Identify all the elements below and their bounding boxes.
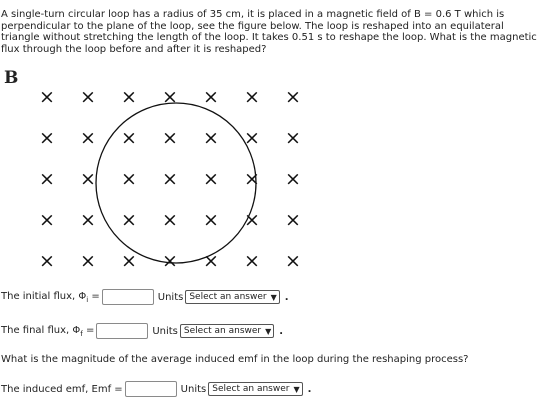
field-cross-mark: × <box>80 86 96 108</box>
field-cross-mark: × <box>203 250 219 272</box>
field-cross-mark: × <box>203 168 219 190</box>
field-cross-mark: × <box>162 250 178 272</box>
field-cross-mark: × <box>121 127 137 149</box>
field-cross-mark: × <box>121 250 137 272</box>
field-cross-mark: × <box>285 168 301 190</box>
field-cross-mark: × <box>285 127 301 149</box>
field-cross-mark: × <box>39 127 55 149</box>
induced-emf-row <box>1 378 311 400</box>
initial-flux-units-label: Units <box>157 291 184 303</box>
final-flux-input[interactable] <box>96 323 148 339</box>
field-cross-mark: × <box>244 168 260 190</box>
field-cross-mark: × <box>285 209 301 231</box>
final-flux-row <box>1 320 283 342</box>
field-cross-mark: × <box>121 168 137 190</box>
field-into-page-marks <box>39 86 301 272</box>
field-cross-mark: × <box>244 209 260 231</box>
final-flux-units-label: Units <box>152 325 178 337</box>
period: . <box>307 383 312 395</box>
field-cross-mark: × <box>80 127 96 149</box>
field-cross-mark: × <box>285 250 301 272</box>
field-cross-mark: × <box>162 209 178 231</box>
field-cross-mark: × <box>121 86 137 108</box>
field-cross-mark: × <box>203 209 219 231</box>
field-cross-mark: × <box>39 250 55 272</box>
induced-emf-units-select[interactable]: Select an answer ▼ <box>208 382 302 396</box>
induced-emf-units-label: Units <box>180 383 207 395</box>
initial-flux-units-select[interactable]: Select an answer ▼ <box>185 290 279 304</box>
final-flux-units-select[interactable]: Select an answer ▼ <box>180 324 274 338</box>
period: . <box>279 325 284 337</box>
field-cross-mark: × <box>203 127 219 149</box>
problem-statement: A single-turn circular loop has a radius of 35 cm, it is placed in a magnetic field of B = 0.6 T which is perpendicular to the plane of the loop, see the figure below. The loop is reshaped into an equilateral triangle without stretching the length of the loop. It takes 0.51 s to reshape the loop. What is the magnetic flux through the loop before and after it is reshaped? <box>1 9 537 55</box>
field-cross-mark: × <box>80 209 96 231</box>
field-cross-mark: × <box>244 250 260 272</box>
field-cross-mark: × <box>80 250 96 272</box>
field-cross-mark: × <box>203 86 219 108</box>
chevron-down-icon: ▼ <box>270 292 277 302</box>
field-cross-mark: × <box>244 86 260 108</box>
period: . <box>284 291 289 303</box>
field-cross-mark: × <box>162 127 178 149</box>
field-cross-mark: × <box>80 168 96 190</box>
field-cross-mark: × <box>285 86 301 108</box>
field-cross-mark: × <box>121 209 137 231</box>
initial-flux-row <box>1 286 289 308</box>
chevron-down-icon: ▼ <box>293 384 300 394</box>
induced-emf-label: The induced emf, Emf = <box>1 383 123 395</box>
initial-flux-input[interactable] <box>102 289 154 305</box>
emf-question: What is the magnitude of the average induced emf in the loop during the reshaping process? <box>1 354 469 365</box>
field-cross-mark: × <box>162 168 178 190</box>
induced-emf-input[interactable] <box>125 381 177 397</box>
magnetic-field-figure <box>2 72 302 272</box>
initial-flux-label: The initial flux, $\Phi_i$ = <box>1 290 100 304</box>
field-cross-mark: × <box>39 168 55 190</box>
final-flux-label: The final flux, $\Phi_f$ = <box>1 324 95 338</box>
field-cross-mark: × <box>39 209 55 231</box>
field-label: B <box>4 68 19 88</box>
chevron-down-icon: ▼ <box>265 326 272 336</box>
field-cross-mark: × <box>244 127 260 149</box>
field-cross-mark: × <box>39 86 55 108</box>
field-cross-mark: × <box>162 86 178 108</box>
